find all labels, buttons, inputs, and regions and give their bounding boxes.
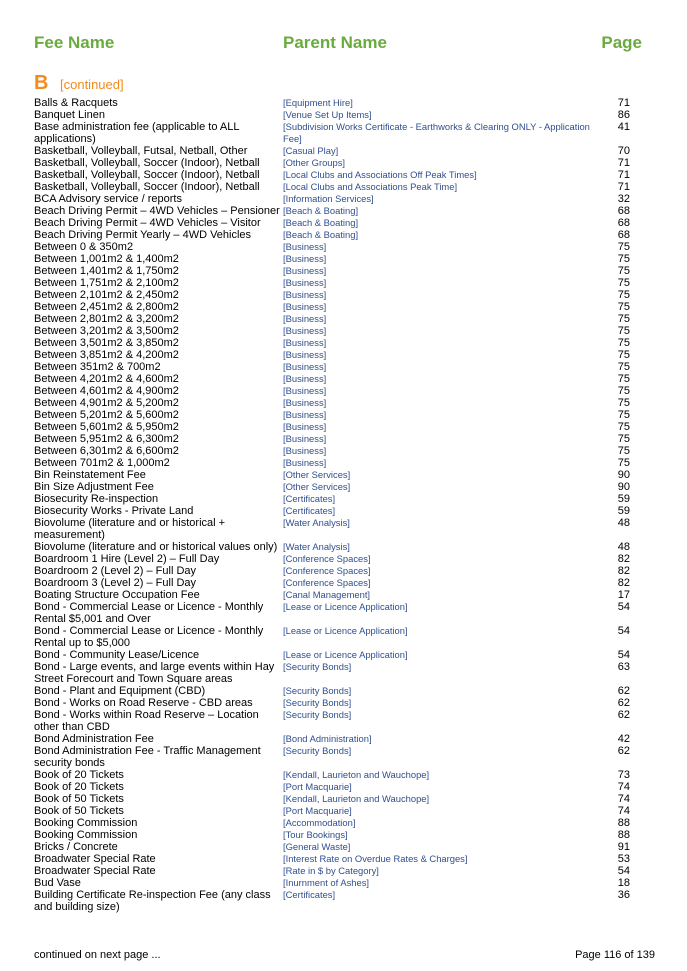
page-number-cell: 41 [617, 121, 630, 133]
fee-name-cell: Booking Commission [34, 829, 138, 841]
fee-name-cell: Book of 50 Tickets [34, 805, 124, 817]
page-number-cell: 59 [617, 493, 630, 505]
table-row [34, 397, 630, 409]
parent-name-cell: [Certificates] [283, 505, 336, 516]
table-row [34, 289, 630, 301]
section-continued-label: [continued] [60, 77, 124, 92]
fee-name-cell: Book of 20 Tickets [34, 781, 124, 793]
fee-name-cell: Between 351m2 & 700m2 [34, 361, 161, 373]
page-number-cell: 75 [617, 253, 630, 265]
table-row [34, 421, 630, 433]
section-letter: B [34, 72, 49, 94]
table-row [34, 889, 630, 913]
table-row [34, 337, 630, 349]
parent-name-cell: [Conference Spaces] [283, 577, 371, 588]
fee-name-cell: Bond Administration Fee - Traffic Management security bonds [34, 745, 261, 769]
parent-name-cell: [Business] [283, 385, 327, 396]
table-row [34, 577, 630, 589]
table-row [34, 433, 630, 445]
page-number-cell: 75 [617, 289, 630, 301]
fee-name-cell: Balls & Racquets [34, 97, 118, 109]
page-number: Page 116 of 139 [575, 949, 655, 961]
table-row [34, 121, 630, 145]
page-number-cell: 74 [617, 781, 630, 793]
table-row [34, 709, 630, 733]
fee-name-cell: Between 4,901m2 & 5,200m2 [34, 397, 179, 409]
table-row [34, 769, 630, 781]
page-number-cell: 48 [617, 517, 630, 529]
table-row [34, 301, 630, 313]
page-number-cell: 68 [617, 217, 630, 229]
parent-name-cell: [Port Macquarie] [283, 781, 352, 792]
fee-name-cell: Booking Commission [34, 817, 138, 829]
fee-name-cell: Broadwater Special Rate [34, 853, 156, 865]
table-row [34, 853, 630, 865]
parent-name-cell: [Business] [283, 325, 327, 336]
parent-name-cell: [Security Bonds] [283, 697, 352, 708]
parent-name-cell: [Beach & Boating] [283, 217, 359, 228]
page-number-cell: 82 [617, 565, 630, 577]
fee-name-cell: BCA Advisory service / reports [34, 193, 182, 205]
fee-name-cell: Between 3,201m2 & 3,500m2 [34, 325, 179, 337]
page-number-cell: 75 [617, 277, 630, 289]
fee-name-cell: Between 3,851m2 & 4,200m2 [34, 349, 179, 361]
table-row [34, 241, 630, 253]
fee-name-cell: Between 1,751m2 & 2,100m2 [34, 277, 179, 289]
parent-name-cell: [Security Bonds] [283, 661, 352, 672]
page-number-cell: 18 [617, 877, 630, 889]
table-row [34, 217, 630, 229]
parent-name-cell: [Conference Spaces] [283, 553, 371, 564]
parent-name-cell: [Business] [283, 433, 327, 444]
table-row [34, 553, 630, 565]
fee-name-cell: Bond - Community Lease/Licence [34, 649, 200, 661]
page-number-cell: 75 [617, 313, 630, 325]
fee-name-cell: Banquet Linen [34, 109, 105, 121]
page-number-cell: 75 [617, 325, 630, 337]
parent-name-cell: [Business] [283, 253, 327, 264]
table-row [34, 229, 630, 241]
parent-name-cell: [Business] [283, 277, 327, 288]
fee-name-cell: Boardroom 1 Hire (Level 2) – Full Day [34, 553, 220, 565]
parent-name-cell: [Port Macquarie] [283, 805, 352, 816]
parent-name-cell: [Bond Administration] [283, 733, 372, 744]
page-number-cell: 91 [617, 841, 630, 853]
fee-name-cell: Between 0 & 350m2 [34, 241, 134, 253]
page-number-cell: 75 [617, 265, 630, 277]
parent-name-cell: [Lease or Licence Application] [283, 601, 408, 612]
fee-name-cell: Biosecurity Works - Private Land [34, 505, 194, 517]
table-row [34, 325, 630, 337]
page-number-cell: 75 [617, 241, 630, 253]
parent-name-cell: [Business] [283, 301, 327, 312]
fee-name-cell: Bond - Commercial Lease or Licence - Monthly Rental up to $5,000 [34, 625, 264, 649]
page-number-cell: 62 [617, 697, 630, 709]
parent-name-cell: [Accommodation] [283, 817, 356, 828]
page-number-cell: 82 [617, 577, 630, 589]
fee-name-cell: Bricks / Concrete [34, 841, 118, 853]
parent-name-cell: [Information Services] [283, 193, 374, 204]
fee-name-cell: Bud Vase [34, 877, 81, 889]
table-row [34, 601, 630, 625]
fee-name-cell: Bin Size Adjustment Fee [34, 481, 154, 493]
fee-name-cell: Between 1,001m2 & 1,400m2 [34, 253, 179, 265]
fee-name-cell: Between 3,501m2 & 3,850m2 [34, 337, 179, 349]
page-number-cell: 75 [617, 445, 630, 457]
page-number-cell: 32 [617, 193, 630, 205]
table-row [34, 409, 630, 421]
fee-name-cell: Basketball, Volleyball, Futsal, Netball, Other [34, 145, 248, 157]
fee-name-cell: Between 4,601m2 & 4,900m2 [34, 385, 179, 397]
table-row [34, 745, 630, 769]
fee-name-cell: Between 5,951m2 & 6,300m2 [34, 433, 179, 445]
parent-name-cell: [Other Services] [283, 481, 351, 492]
parent-name-cell: [Business] [283, 361, 327, 372]
fee-name-cell: Biosecurity Re-inspection [34, 493, 159, 505]
page-number-cell: 90 [617, 469, 630, 481]
table-row [34, 697, 630, 709]
fee-name-cell: Bond - Plant and Equipment (CBD) [34, 685, 206, 697]
page-number-cell: 74 [617, 793, 630, 805]
fee-name-cell: Basketball, Volleyball, Soccer (Indoor), Netball [34, 181, 260, 193]
page-number-cell: 54 [617, 865, 630, 877]
fee-name-cell: Bond - Works on Road Reserve - CBD areas [34, 697, 253, 709]
parent-name-cell: [Inurnment of Ashes] [283, 877, 369, 888]
parent-name-cell: [Canal Management] [283, 589, 371, 600]
page-number-cell: 17 [617, 589, 630, 601]
parent-name-cell: [Interest Rate on Overdue Rates & Charges] [283, 853, 468, 864]
page-number-cell: 75 [617, 385, 630, 397]
page-number-cell: 75 [617, 421, 630, 433]
parent-name-cell: [Venue Set Up Items] [283, 109, 372, 120]
parent-name-cell: [Casual Play] [283, 145, 339, 156]
page-number-cell: 86 [617, 109, 630, 121]
table-row [34, 517, 630, 541]
fee-name-cell: Biovolume (literature and or historical + measurement) [34, 517, 226, 541]
fee-name-cell: Building Certificate Re-inspection Fee (any class and building size) [34, 889, 271, 913]
table-row [34, 625, 630, 649]
parent-name-cell: [Security Bonds] [283, 709, 352, 720]
parent-name-cell: [Certificates] [283, 493, 336, 504]
parent-name-cell: [Business] [283, 445, 327, 456]
parent-name-cell: [Security Bonds] [283, 685, 352, 696]
page-number-cell: 70 [617, 145, 630, 157]
fee-name-cell: Boardroom 2 (Level 2) – Full Day [34, 565, 197, 577]
fee-name-cell: Beach Driving Permit Yearly – 4WD Vehicles [34, 229, 252, 241]
parent-name-cell: [Other Services] [283, 469, 351, 480]
section-heading [34, 72, 124, 94]
parent-name-cell: [Business] [283, 265, 327, 276]
page-number-cell: 75 [617, 337, 630, 349]
page-number-cell: 54 [617, 625, 630, 637]
table-row [34, 253, 630, 265]
page-number-cell: 75 [617, 397, 630, 409]
continued-note: continued on next page ... [34, 949, 161, 961]
parent-name-cell: [Business] [283, 397, 327, 408]
parent-name-cell: [Business] [283, 289, 327, 300]
parent-name-cell: [Water Analysis] [283, 541, 350, 552]
table-row [34, 313, 630, 325]
fee-name-cell: Biovolume (literature and or historical values only) [34, 541, 278, 553]
page-number-cell: 42 [617, 733, 630, 745]
fee-name-cell: Boating Structure Occupation Fee [34, 589, 200, 601]
page-number-cell: 54 [617, 649, 630, 661]
parent-name-cell: [Security Bonds] [283, 745, 352, 756]
page-number-cell: 71 [617, 169, 630, 181]
table-row [34, 829, 630, 841]
page-number-cell: 59 [617, 505, 630, 517]
parent-name-cell: [Beach & Boating] [283, 205, 359, 216]
parent-name-cell: [Tour Bookings] [283, 829, 348, 840]
table-row [34, 349, 630, 361]
fee-name-cell: Bond - Commercial Lease or Licence - Monthly Rental $5,001 and Over [34, 601, 264, 625]
table-row [34, 661, 630, 685]
page-number-cell: 36 [617, 889, 630, 901]
fee-name-cell: Between 4,201m2 & 4,600m2 [34, 373, 179, 385]
fee-name-cell: Between 701m2 & 1,000m2 [34, 457, 170, 469]
fee-name-cell: Bond Administration Fee [34, 733, 154, 745]
table-row [34, 685, 630, 697]
page-number-cell: 75 [617, 409, 630, 421]
table-row [34, 457, 630, 469]
fee-name-header: Fee Name [34, 33, 115, 52]
table-row [34, 865, 630, 877]
page-number-cell: 88 [617, 829, 630, 841]
fee-name-cell: Boardroom 3 (Level 2) – Full Day [34, 577, 197, 589]
page-number-cell: 71 [617, 181, 630, 193]
page-number-cell: 62 [617, 745, 630, 757]
table-row [34, 193, 630, 205]
page-number-cell: 63 [617, 661, 630, 673]
fee-name-cell: Between 6,301m2 & 6,600m2 [34, 445, 179, 457]
fee-name-cell: Bond - Works within Road Reserve – Location other than CBD [34, 709, 259, 733]
page-number-cell: 62 [617, 709, 630, 721]
table-row [34, 805, 630, 817]
page-number-cell: 48 [617, 541, 630, 553]
fee-name-cell: Bond - Large events, and large events within Hay Street Forecourt and Town Square areas [34, 661, 275, 685]
parent-name-cell: [Lease or Licence Application] [283, 649, 408, 660]
fee-name-cell: Book of 50 Tickets [34, 793, 124, 805]
table-row [34, 541, 630, 553]
table-row [34, 97, 630, 109]
parent-name-cell: [Water Analysis] [283, 517, 350, 528]
table-row [34, 445, 630, 457]
parent-name-cell: [Beach & Boating] [283, 229, 359, 240]
parent-name-header: Parent Name [283, 33, 387, 52]
page-number-cell: 82 [617, 553, 630, 565]
page-number-cell: 73 [617, 769, 630, 781]
table-row [34, 481, 630, 493]
table-row [34, 469, 630, 481]
page-number-cell: 54 [617, 601, 630, 613]
parent-name-cell: [Subdivision Works Certificate - Earthworks & Clearing ONLY - Application Fee] [283, 121, 590, 144]
page-number-cell: 53 [617, 853, 630, 865]
parent-name-cell: [General Waste] [283, 841, 351, 852]
parent-name-cell: [Local Clubs and Associations Off Peak Times] [283, 169, 477, 180]
page-number-cell: 75 [617, 373, 630, 385]
parent-name-cell: [Local Clubs and Associations Peak Time] [283, 181, 458, 192]
parent-name-cell: [Kendall, Laurieton and Wauchope] [283, 769, 430, 780]
table-row [34, 649, 630, 661]
table-row [34, 169, 630, 181]
table-row [34, 841, 630, 853]
table-row [34, 877, 630, 889]
fee-name-cell: Between 2,801m2 & 3,200m2 [34, 313, 179, 325]
table-row [34, 565, 630, 577]
page-number-cell: 62 [617, 685, 630, 697]
fee-name-cell: Between 1,401m2 & 1,750m2 [34, 265, 179, 277]
table-row [34, 493, 630, 505]
parent-name-cell: [Rate in $ by Category] [283, 865, 379, 876]
fee-name-cell: Basketball, Volleyball, Soccer (Indoor), Netball [34, 157, 260, 169]
fee-name-cell: Beach Driving Permit – 4WD Vehicles – Pensioner [34, 205, 280, 217]
parent-name-cell: [Certificates] [283, 889, 336, 900]
fee-name-cell: Between 2,451m2 & 2,800m2 [34, 301, 179, 313]
table-row [34, 505, 630, 517]
fee-index-table [34, 97, 630, 913]
parent-name-cell: [Kendall, Laurieton and Wauchope] [283, 793, 430, 804]
page-header: Page [601, 33, 642, 52]
page-number-cell: 68 [617, 205, 630, 217]
page-number-cell: 75 [617, 301, 630, 313]
table-row [34, 277, 630, 289]
table-row [34, 385, 630, 397]
parent-name-cell: [Lease or Licence Application] [283, 625, 408, 636]
parent-name-cell: [Business] [283, 313, 327, 324]
page-number-cell: 75 [617, 433, 630, 445]
fee-name-cell: Base administration fee (applicable to ALL applications) [34, 121, 240, 145]
page-number-cell: 75 [617, 361, 630, 373]
fee-name-cell: Beach Driving Permit – 4WD Vehicles – Visitor [34, 217, 261, 229]
page-number-cell: 88 [617, 817, 630, 829]
table-row [34, 109, 630, 121]
fee-name-cell: Between 2,101m2 & 2,450m2 [34, 289, 179, 301]
page-number-cell: 68 [617, 229, 630, 241]
table-row [34, 793, 630, 805]
fee-name-cell: Between 5,201m2 & 5,600m2 [34, 409, 179, 421]
fee-name-cell: Broadwater Special Rate [34, 865, 156, 877]
fee-name-cell: Between 5,601m2 & 5,950m2 [34, 421, 179, 433]
table-row [34, 145, 630, 157]
table-row [34, 361, 630, 373]
parent-name-cell: [Conference Spaces] [283, 565, 371, 576]
table-row [34, 733, 630, 745]
fee-name-cell: Book of 20 Tickets [34, 769, 124, 781]
table-row [34, 817, 630, 829]
page-number-cell: 71 [617, 157, 630, 169]
page-number-cell: 71 [617, 97, 630, 109]
parent-name-cell: [Business] [283, 421, 327, 432]
parent-name-cell: [Business] [283, 241, 327, 252]
table-row [34, 157, 630, 169]
fee-name-cell: Bin Reinstatement Fee [34, 469, 146, 481]
page-number-cell: 75 [617, 349, 630, 361]
table-row [34, 265, 630, 277]
page-number-cell: 90 [617, 481, 630, 493]
parent-name-cell: [Business] [283, 373, 327, 384]
table-row [34, 373, 630, 385]
parent-name-cell: [Equipment Hire] [283, 97, 353, 108]
fee-name-cell: Basketball, Volleyball, Soccer (Indoor), Netball [34, 169, 260, 181]
page-number-cell: 75 [617, 457, 630, 469]
page-number-cell: 74 [617, 805, 630, 817]
parent-name-cell: [Business] [283, 457, 327, 468]
table-row [34, 781, 630, 793]
table-row [34, 205, 630, 217]
table-row [34, 181, 630, 193]
parent-name-cell: [Other Groups] [283, 157, 346, 168]
parent-name-cell: [Business] [283, 337, 327, 348]
parent-name-cell: [Business] [283, 409, 327, 420]
parent-name-cell: [Business] [283, 349, 327, 360]
table-row [34, 589, 630, 601]
